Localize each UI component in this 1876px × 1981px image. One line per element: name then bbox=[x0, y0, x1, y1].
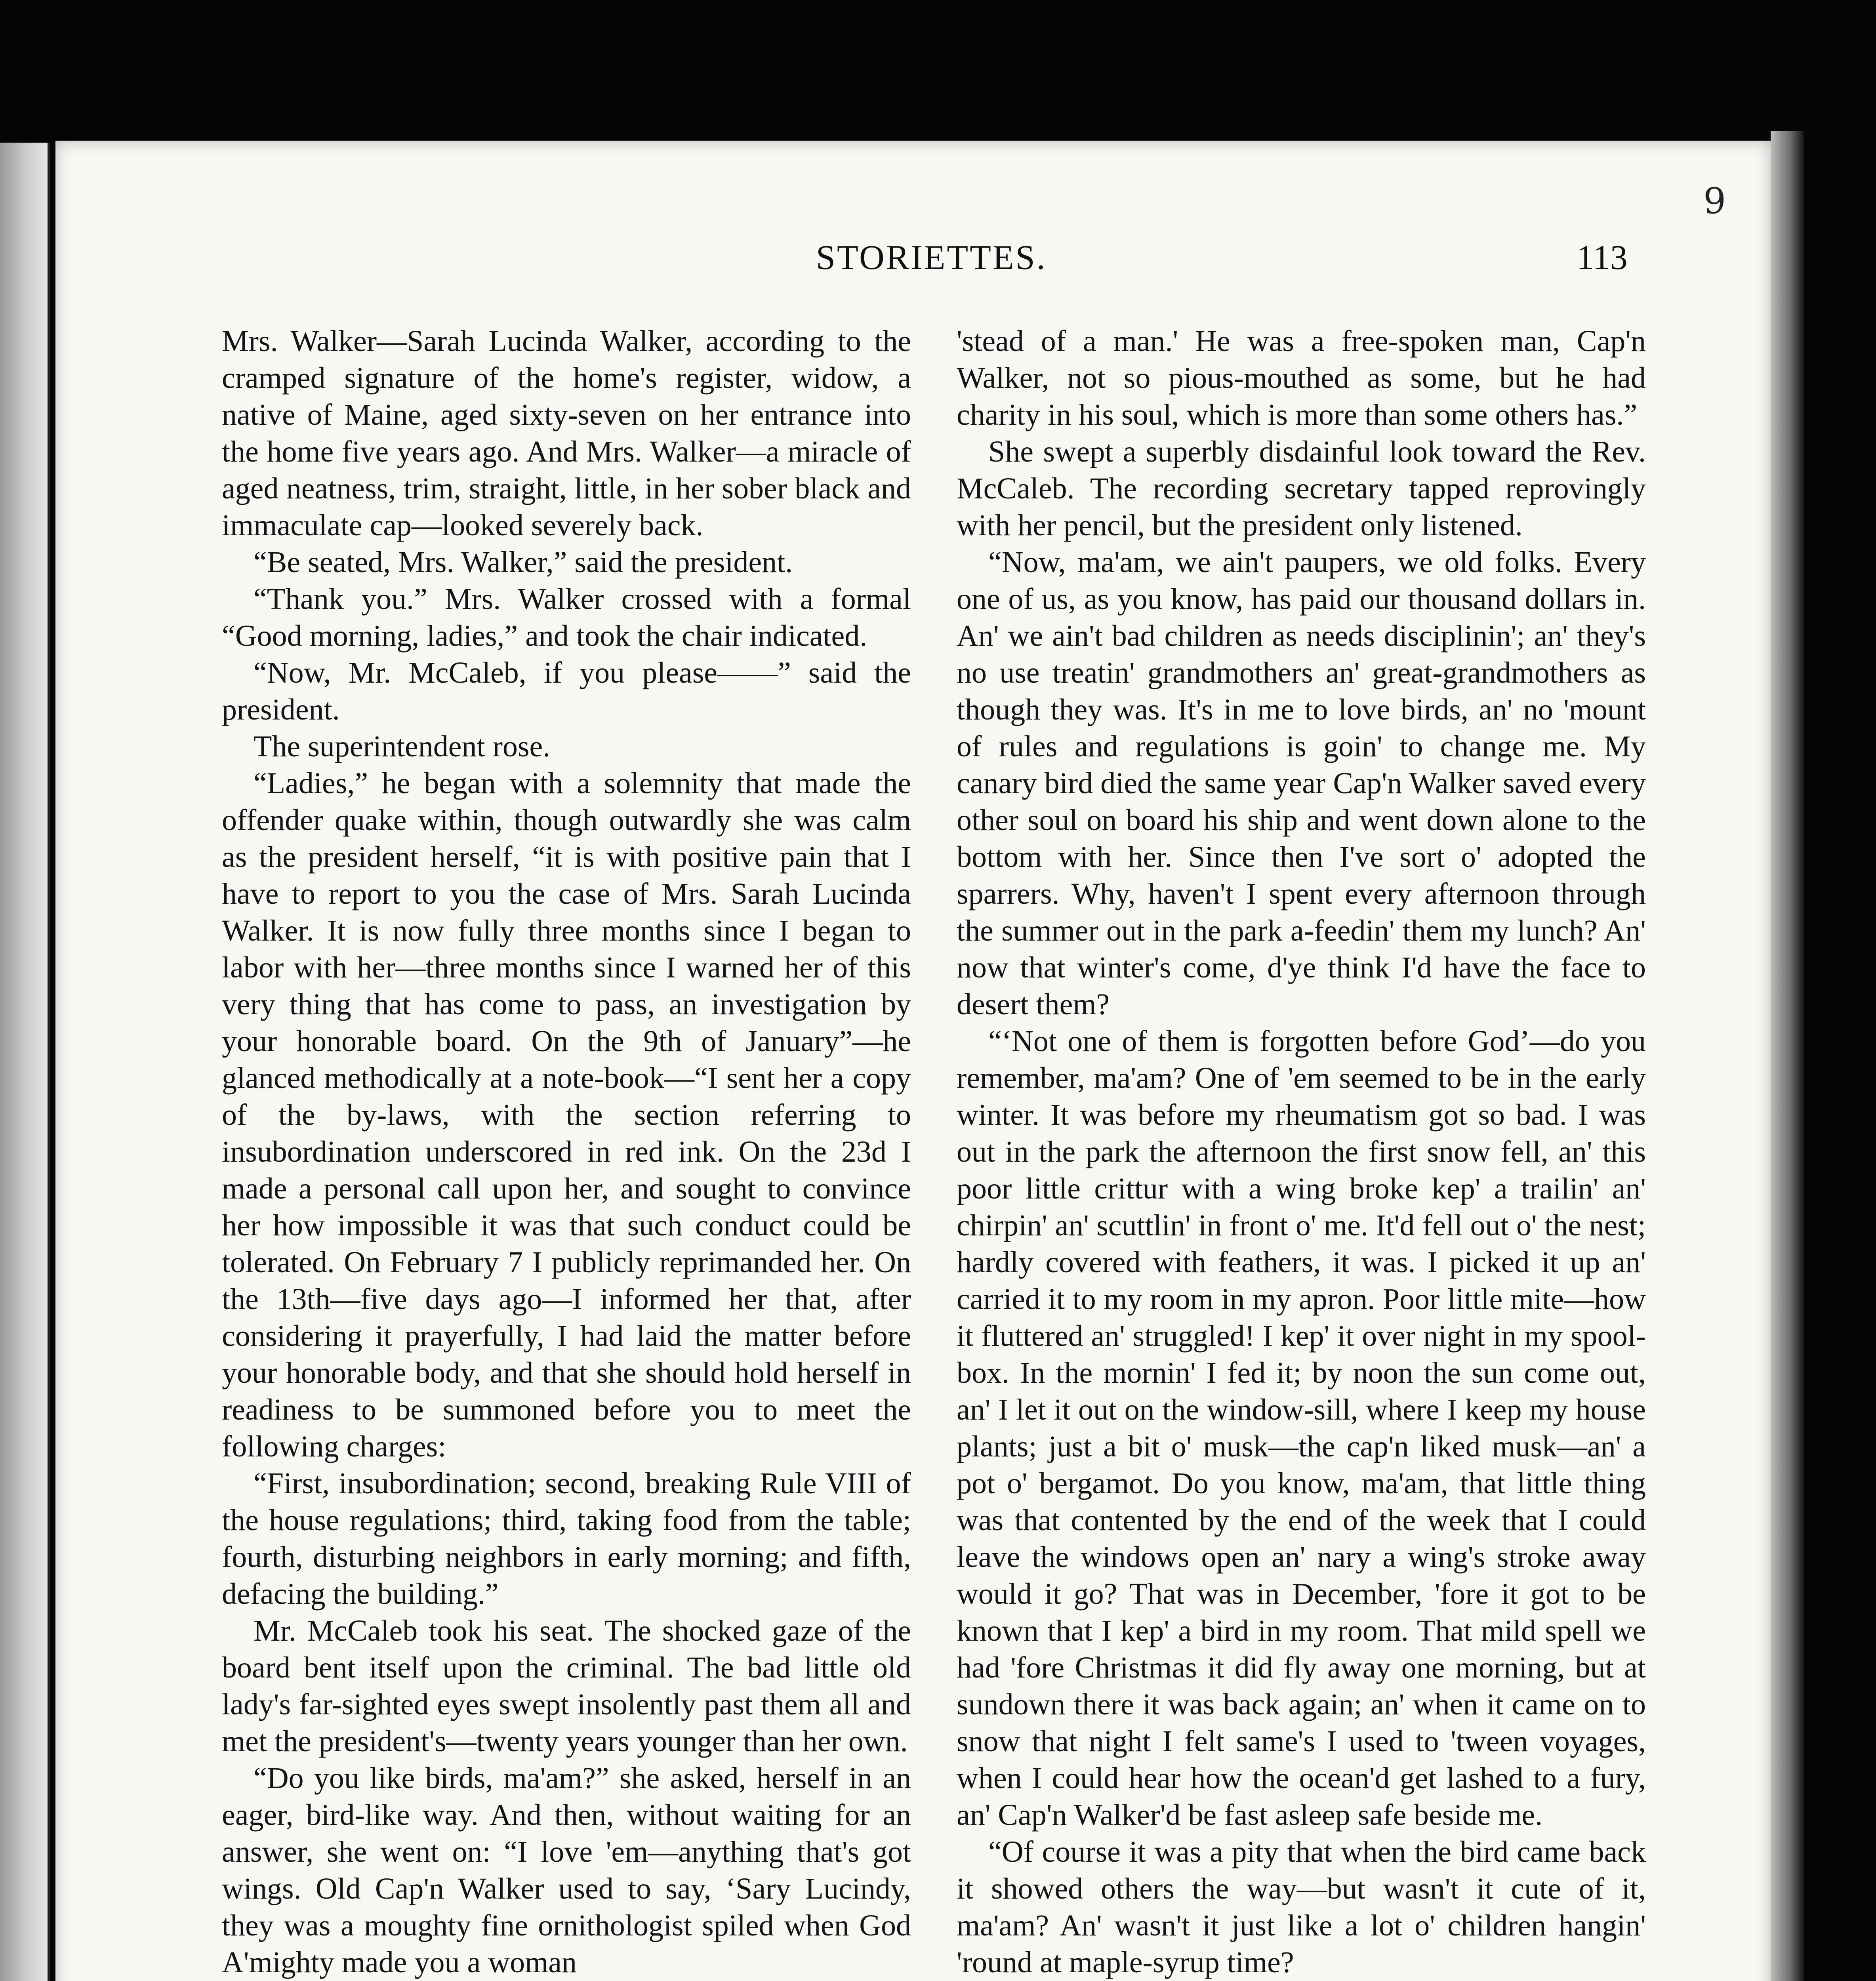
corner-mark: 9 bbox=[1703, 180, 1726, 222]
paragraph: “‘Not one of them is forgotten before God’—do you remember, ma'am? One of 'em seemed to be in the early winter. It was before my rheumatism got so bad. I was out in the park the afternoon the first snow fell, an' this poor little crittur with a wing broke kep' a trailin' an' chirpin' an' scuttlin' in front o' me. It'd fell out o' the nest; hardly covered with feathers, it was. I picked it up an' carried it to my room in my apron. Poor little mite—how it fluttered an' struggled! I kep' it over night in my spool-box. In the mornin' I fed it; by noon the sun come out, an' I let it out on the window-sill, where I keep my house plants; just a bit o' musk—the cap'n liked musk—an' a pot o' bergamot. Do you know, ma'am, that little thing was that contented by the end of the week that I could leave the windows open an' nary a wing's stroke away would it go? That was in December, 'fore it got to be known that I kep' a bird in my room. That mild spell we had 'fore Christmas it did fly away one morning, but at sundown there it was back again; an' when it came on to snow that night I felt same's I used to 'tween voyages, when I could hear how the ocean'd get lashed to a fury, an' Cap'n Walker'd be fast asleep safe beside me. bbox=[957, 1025, 1646, 1832]
book-page bbox=[55, 141, 1771, 1981]
page-edge-shadow bbox=[1771, 131, 1804, 1981]
paragraph: “Ladies,” he began with a solemnity that made the offender quake within, though outwardly she was calm as the president herself, “it is with positive pain that I have to report to you the case of Mrs. Sarah Lucinda Walker. It is now fully three months since I began to labor with her—three months since I warned her of this very thing that has come to pass, an investigation by your honorable board. On the 9th of January”—he glanced methodically at a note-book—“I sent her a copy of the by-laws, with the section referring to insubordination underscored in red ink. On the 23d I made a personal call upon her, and sought to convince her how impossible it was that such conduct could be tolerated. On February 7 I publicly reprimanded her. On the 13th—five days ago—I informed her that, after considering it prayerfully, I had laid the matter before your honorable body, and that she should hold herself in readiness to be summoned before you to meet the following charges: bbox=[222, 767, 911, 1463]
paragraph: The superintendent rose. bbox=[254, 730, 551, 763]
previous-page-edge bbox=[0, 143, 50, 1981]
paragraph: Mrs. Walker—Sarah Lucinda Walker, according to the cramped signature of the home's register, widow, a native of Maine, aged sixty-seven on her entrance into the home five years ago. And Mrs. Walker—a miracle of aged neatness, trim, straight, little, in her sober black and immaculate cap—looked severely back. bbox=[222, 324, 911, 542]
left-text-column bbox=[222, 323, 911, 1981]
paragraph: “Be seated, Mrs. Walker,” said the president. bbox=[254, 546, 793, 579]
paragraph: “Now, Mr. McCaleb, if you please——” said the president. bbox=[222, 656, 911, 726]
paragraph: “Do you like birds, ma'am?” she asked, herself in an eager, bird-like way. And then, without waiting for an answer, she went on: “I love 'em—anything that's got wings. Old Cap'n Walker used to say, ‘Sary Lucindy, they was a moughty fine ornithologist spiled when God A'mighty made you a woman bbox=[222, 1762, 911, 1979]
paragraph: 'stead of a man.' He was a free-spoken man, Cap'n Walker, not so pious-mouthed as some, but he had charity in his soul, which is more than some others has.” bbox=[957, 324, 1646, 431]
paragraph: “Of course it was a pity that when the bird came back it showed others the way—but wasn't it cute of it, ma'am? An' wasn't it just like a lot o' children hangin' 'round at maple-syrup time? bbox=[957, 1835, 1646, 1979]
right-text-column bbox=[957, 323, 1646, 1981]
paragraph: Mr. McCaleb took his seat. The shocked gaze of the board bent itself upon the criminal. The bad little old lady's far-sighted eyes swept insolently past them all and met the president's—twenty years younger than her own. bbox=[222, 1614, 911, 1758]
page-number: 113 bbox=[1577, 239, 1628, 277]
paragraph: “First, insubordination; second, breaking Rule VIII of the house regulations; third, taking food from the table; fourth, disturbing neighbors in early morning; and fifth, defacing the building.” bbox=[222, 1467, 911, 1611]
paragraph: “Thank you.” Mrs. Walker crossed with a formal “Good morning, ladies,” and took the chair indicated. bbox=[222, 582, 911, 653]
paragraph: “Now, ma'am, we ain't paupers, we old folks. Every one of us, as you know, has paid our thousand dollars in. An' we ain't bad children as needs disciplinin'; an' they's no use treatin' grandmothers an' great-grandmothers as though they was. It's in me to love birds, an' no 'mount of rules and regulations is goin' to change me. My canary bird died the same year Cap'n Walker saved every other soul on board his ship and went down alone to the bottom with her. Since then I've sort o' adopted the sparrers. Why, haven't I spent every afternoon through the summer out in the park a-feedin' them my lunch? An' now that winter's come, d'ye think I'd have the face to desert them? bbox=[957, 546, 1646, 1021]
running-head: STORIETTES. bbox=[816, 239, 1047, 277]
paragraph: She swept a superbly disdainful look toward the Rev. McCaleb. The recording secretary tapped reprovingly with her pencil, but the president only listened. bbox=[957, 435, 1646, 542]
